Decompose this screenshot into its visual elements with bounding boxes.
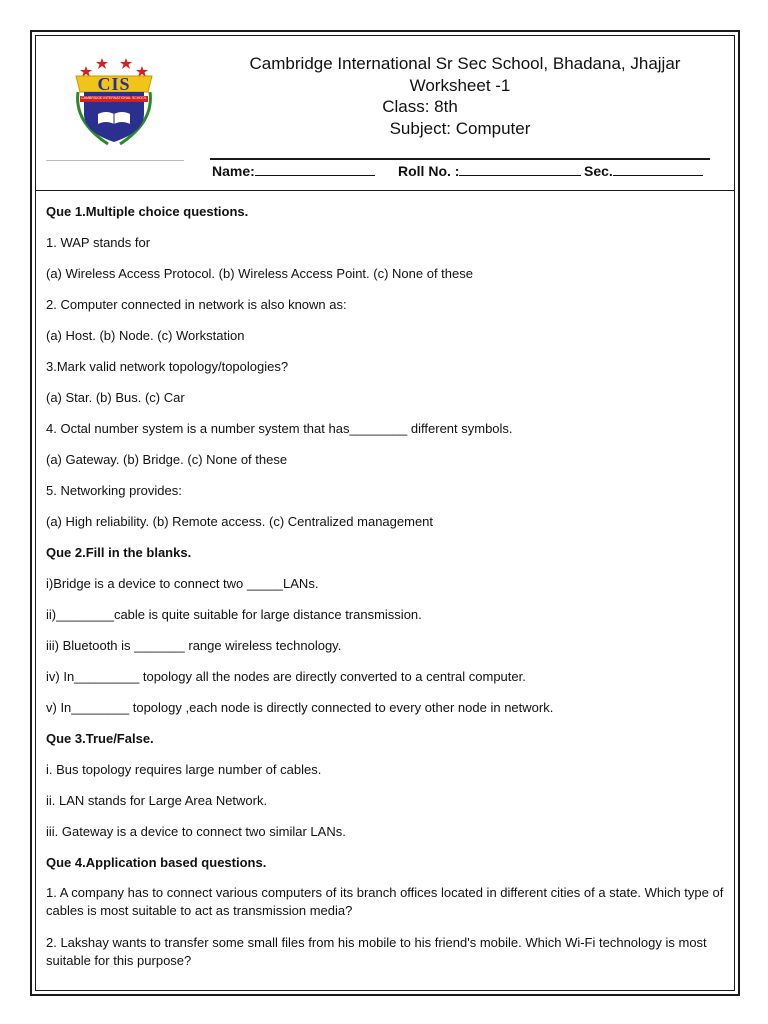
class-label: Class: 8th xyxy=(382,97,458,116)
roll-blank[interactable] xyxy=(459,161,581,176)
worksheet-line: (a) Gateway. (b) Bridge. (c) None of these xyxy=(46,452,288,467)
worksheet-line: 1. A company has to connect various computers of its branch offices located in different cities of a state. Which type of cables is most suitable to act as transmission media? xyxy=(46,885,724,918)
question-heading: Que 4.Application based questions. xyxy=(46,855,267,870)
worksheet-title: Worksheet -1 xyxy=(409,76,511,95)
worksheet-line: iii. Gateway is a device to connect two similar LANs. xyxy=(46,824,346,839)
worksheet-line: (a) Host. (b) Node. (c) Workstation xyxy=(46,328,245,343)
school-name: Cambridge International Sr Sec School, Bhadana, Jhajjar xyxy=(249,54,681,73)
school-logo xyxy=(68,52,160,152)
worksheet-line: iv) In_________ topology all the nodes are directly converted to a central computer. xyxy=(46,669,526,684)
worksheet-line: v) In________ topology ,each node is directly connected to every other node in network. xyxy=(46,700,554,715)
question-heading: Que 3.True/False. xyxy=(46,731,154,746)
question-heading: Que 2.Fill in the blanks. xyxy=(46,545,192,560)
header-divider xyxy=(210,158,710,160)
worksheet-line: iii) Bluetooth is _______ range wireless technology. xyxy=(46,638,342,653)
student-info-row xyxy=(212,161,712,181)
worksheet-line: (a) High reliability. (b) Remote access. (c) Centralized management xyxy=(46,514,434,529)
sec-field[interactable] xyxy=(584,161,613,181)
worksheet-line: ii)________cable is quite suitable for large distance transmission. xyxy=(46,607,422,622)
worksheet-line: 2. Lakshay wants to transfer some small files from his mobile to his friend's mobile. Which Wi-Fi technology is most suitable for this purpose? xyxy=(46,935,707,968)
logo-subtext: CAMBRIDGE INTERNATIONAL SCHOOL xyxy=(81,96,147,100)
worksheet-line: i. Bus topology requires large number of cables. xyxy=(46,762,322,777)
worksheet-line: 3.Mark valid network topology/topologies? xyxy=(46,359,289,374)
logo-text: CIS xyxy=(97,74,131,94)
worksheet-line: ii. LAN stands for Large Area Network. xyxy=(46,793,268,808)
worksheet-line: i)Bridge is a device to connect two _____LANs. xyxy=(46,576,319,591)
question-heading: Que 1.Multiple choice questions. xyxy=(46,204,249,219)
subject-label: Subject: Computer xyxy=(389,119,531,138)
roll-field[interactable] xyxy=(398,161,459,181)
sec-blank[interactable] xyxy=(613,161,703,176)
name-label: Name: xyxy=(212,163,255,179)
name-blank[interactable] xyxy=(255,161,375,176)
sec-label: Sec. xyxy=(584,163,613,179)
worksheet-line: 4. Octal number system is a number system that has________ different symbols. xyxy=(46,421,513,436)
worksheet-line: 5. Networking provides: xyxy=(46,483,182,498)
worksheet-line: 2. Computer connected in network is also known as: xyxy=(46,297,347,312)
roll-label: Roll No. : xyxy=(398,163,460,179)
logo-divider xyxy=(46,160,184,161)
worksheet-line: (a) Star. (b) Bus. (c) Car xyxy=(46,390,185,405)
section-divider xyxy=(36,190,734,191)
worksheet-line: 1. WAP stands for xyxy=(46,235,151,250)
worksheet-line: (a) Wireless Access Protocol. (b) Wireless Access Point. (c) None of these xyxy=(46,266,473,281)
name-field[interactable] xyxy=(212,161,255,181)
